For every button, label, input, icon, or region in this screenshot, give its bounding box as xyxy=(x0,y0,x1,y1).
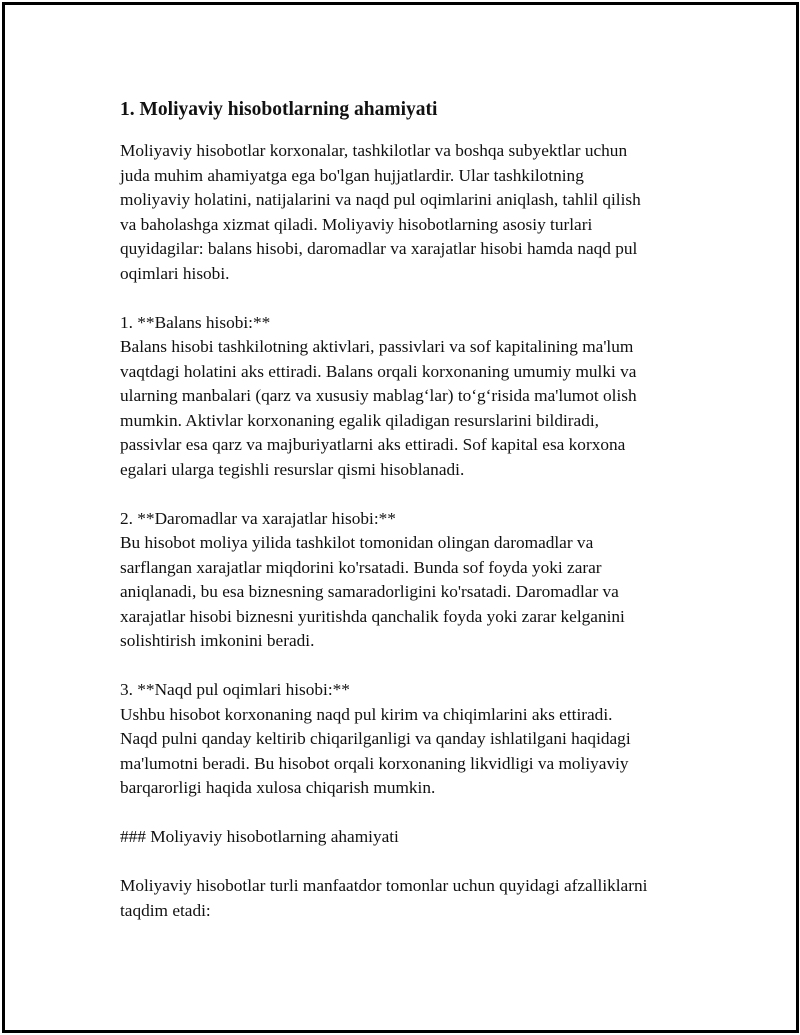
item-body-balance: Balans hisobi tashkilotning aktivlari, passivlari va sof kapitalining ma'lum vaqtdagi holatini aks ettiradi. Balans orqali korxonaning umumiy mulki va ularning manbalari (qarz va xususiy mablag‘lar) to‘g‘risida ma'lumot olish mumkin. Aktivlar korxonaning egalik qiladigan resurslarini bildiradi, passivlar esa qarz va majburiyatlarni aks ettiradi. Sof kapital esa korxona egalari ularga tegishli resurslar qismi hisoblanadi. xyxy=(120,337,637,479)
section-heading: 1. Moliyaviy hisobotlarning ahamiyati xyxy=(120,99,438,120)
paragraph-gap xyxy=(120,801,690,826)
item-body-cashflow: Ushbu hisobot korxonaning naqd pul kirim va chiqimlarini aks ettiradi. Naqd pulni qanday keltirib chiqarilganligi va qanday ishlatilgani haqidagi ma'lumotni beradi. Bu hisobot orqali korxonaning likvidligi va moliyaviy barqarorligi haqida xulosa chiqarish mumkin. xyxy=(120,704,631,797)
document-content xyxy=(120,97,690,923)
paragraph-gap xyxy=(120,654,690,679)
subheading: ### Moliyaviy hisobotlarning ahamiyati xyxy=(120,827,399,846)
closing-paragraph: Moliyaviy hisobotlar turli manfaatdor tomonlar uchun quyidagi afzalliklarni taqdim etadi: xyxy=(120,876,648,920)
item-title-income: 2. **Daromadlar va xarajatlar hisobi:** xyxy=(120,508,396,528)
document-page xyxy=(2,2,799,1033)
paragraph-gap xyxy=(120,850,690,875)
intro-paragraph: Moliyaviy hisobotlar korxonalar, tashkilotlar va boshqa subyektlar uchun juda muhim ahamiyatga ega bo'lgan hujjatlardir. Ular tashkilotning moliyaviy holatini, natijalarini va naqd pul oqimlarini aniqlash, tahlil qilish va baholashga xizmat qiladi. Moliyaviy hisobotlarning asosiy turlari quyidagilar: balans hisobi, daromadlar va xarajatlar hisobi hamda naqd pul oqimlari hisobi. xyxy=(120,141,641,283)
item-title-cashflow: 3. **Naqd pul oqimlari hisobi:** xyxy=(120,680,350,699)
paragraph-gap xyxy=(120,286,690,311)
item-body-income: Bu hisobot moliya yilida tashkilot tomonidan olingan daromadlar va sarflangan xarajatlar miqdorini ko'rsatadi. Bunda sof foyda yoki zarar aniqlanadi, bu esa biznesning samaradorligini ko'rsatadi. Daromadlar va xarajatlar hisobi biznesni yuritishda qanchalik foyda yoki zarar kelganini solishtirish imkonini beradi. xyxy=(120,533,625,650)
paragraph-gap xyxy=(120,482,690,507)
item-title-balance: 1. **Balans hisobi:** xyxy=(120,312,271,332)
